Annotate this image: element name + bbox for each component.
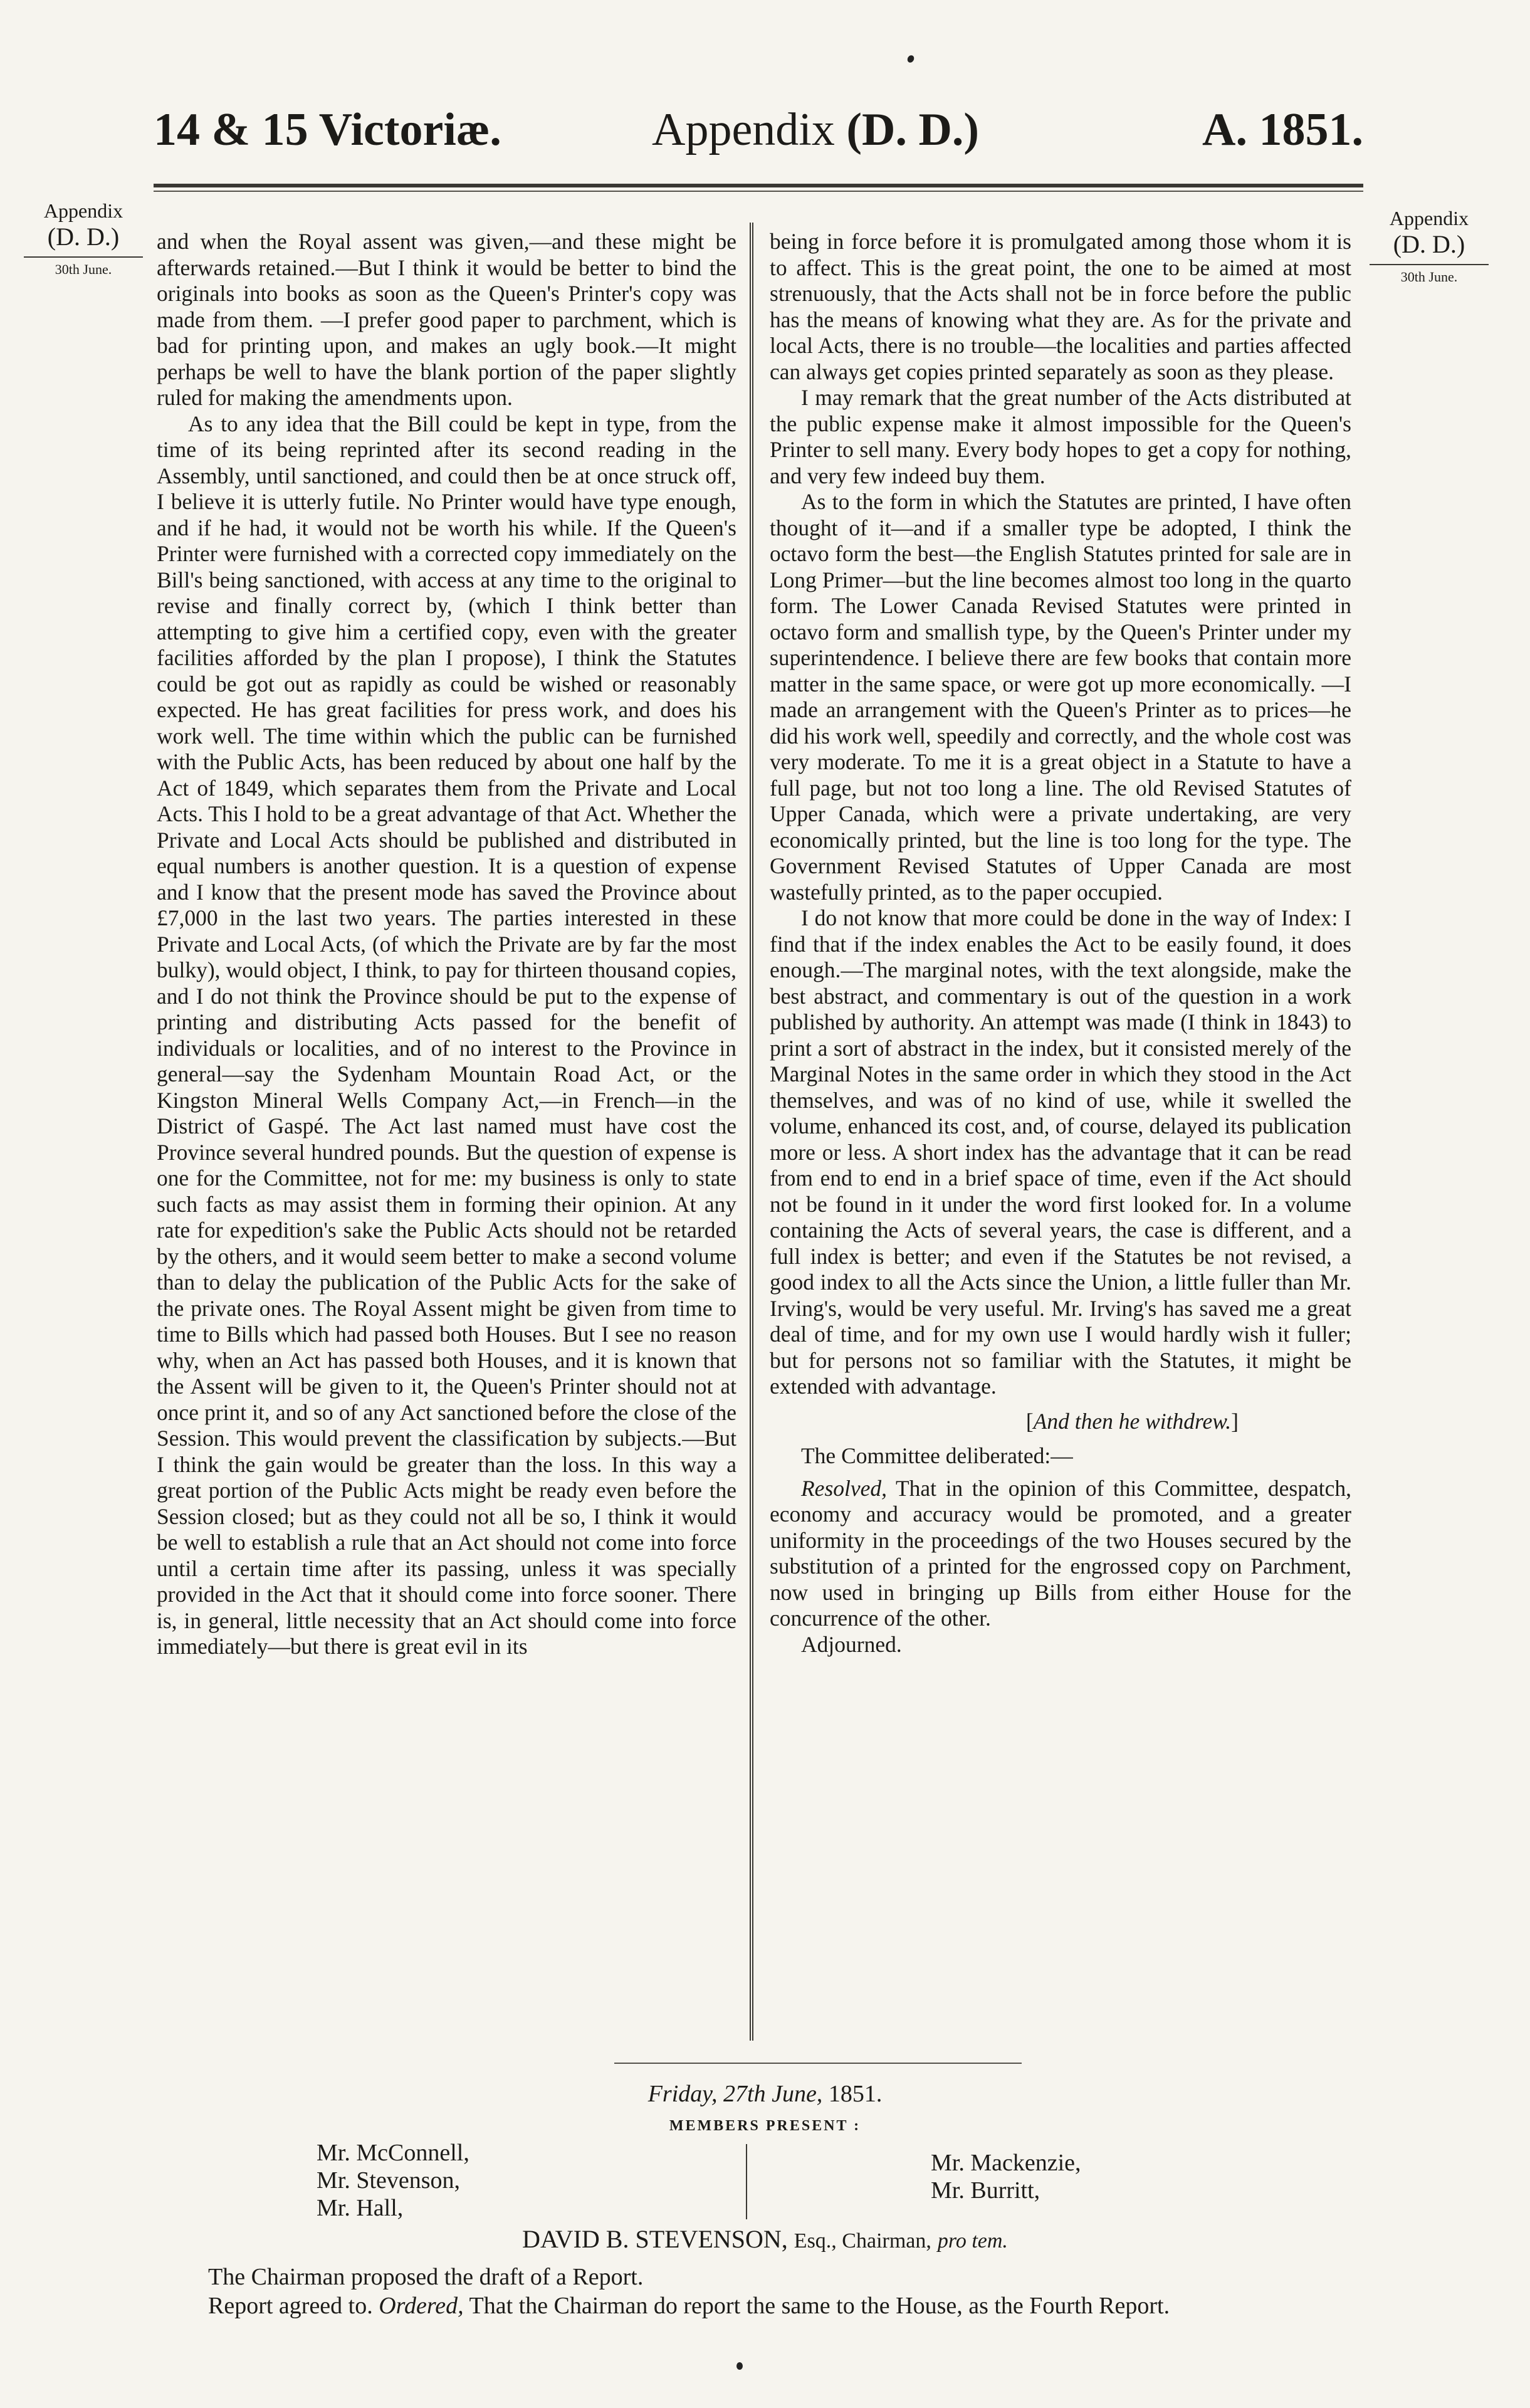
deliberated-line: The Committee deliberated:—: [801, 1443, 1073, 1468]
header-rule: [154, 184, 1363, 187]
chairman-title: Esq., Chairman,: [794, 2229, 931, 2253]
margin-note-left: [24, 199, 143, 277]
header-year: A. 1851.: [1202, 104, 1363, 155]
paragraph: As to any idea that the Bill could be kept in type, from the time of its being reprinted after its second reading in the Assembly, until sanctioned, and could then be at once struck off, I believe it is utterly futile. No Printer would have type enough, and if he had, it would not be worth his while. If the Queen's Printer were furnished with a corrected copy immediately on the Bill's being sanctioned, with access at any time to the original to revise and finally correct by, (which I think better than attempting to give him a certified copy, even with the greater facilities afforded by the plan I propose), I think the Statutes could be got out as rapidly as could be wished or reasonably expected. He has great facilities for press work, and does his work well. The time within which the public can be furnished with the Public Acts, has been reduced by about one half by the Act of 1849, which separates them from the Private and Local Acts. This I hold to be a great advantage of that Act. Whether the Private and Local Acts should be published and distributed in equal numbers is another question. It is a question of expense and I know that the present mode has saved the Province about £7,000 in the last two years. The parties interested in these Private and Local Acts, (of which the Private are by far the most bulky), would object, I think, to pay for thirteen thousand copies, and I do not think the Province should be put to the expense of printing and distributing Acts passed for the benefit of individuals or localities, and of no interest to the Province in general—say the Sydenham Mountain Road Act, or the Kingston Mineral Wells Company Act,—in French—in the District of Gaspé. The Act last named must have cost the Province several hundred pounds. But the question of expense is one for the Committee, not for me: my business is only to state such facts as may assist them in forming their opinion. At any rate for expedition's sake the Public Acts should not be retarded by the others, and it would seem better to make a second volume than to delay the publication of the Public Acts for the sake of the private ones. The Royal Assent might be given from time to time to Bills which had passed both Houses. But I see no reason why, when an Act has passed both Houses, and it is known that the Assent will be given to it, the Queen's Printer should not at once print it, and so of any Act sanctioned before the close of the Session. This would prevent the classification by subjects.—But I think the gain would be greater than the loss. In this way a great portion of the Public Acts might be ready even before the Session closed; but as they could not all be so, I think it would be well to establish a rule that an Act should not come into force until a certain time after its passing, unless it was specially provided in the Act that it should come into force sooner. There is, in general, little necessity that an Act should come into force immediately—but there is great evil in its: [157, 411, 736, 1659]
paragraph: and when the Royal assent was given,—and these might be afterwards retained.—But I think it would be better to bind the originals into books as soon as the Queen's Printer's copy was made from them. —I prefer good paper to parchment, which is bad for printing upon, and makes an ugly book.—It might perhaps be well to have the blank portion of the paper slightly ruled for making the amendments upon.: [157, 229, 736, 410]
meeting-year: 1851.: [828, 2081, 883, 2107]
chairman-line: [0, 2224, 1530, 2254]
member-name: Mr. Stevenson,: [317, 2167, 461, 2194]
ordered-label: Ordered,: [379, 2293, 464, 2319]
margin-note-date: 30th June.: [1400, 268, 1458, 285]
margin-note-rule: [1370, 264, 1489, 265]
members-list-right: [931, 2149, 1081, 2204]
member-name: Mr. Burritt,: [931, 2177, 1040, 2204]
member-name: Mr. McConnell,: [317, 2140, 469, 2166]
paragraph: As to the form in which the Statutes are printed, I have often thought of it—and if a smaller type be adopted, I think the octavo form the best—the English Statutes printed for sale are in Long Primer—but the line becomes almost too long in the quarto form. The Lower Canada Revised Statutes were printed in octavo form and smallish type, by the Queen's Printer under my superintendence. I believe there are few books that contain more matter in the same space, or were got up more economically. —I made an arrangement with the Queen's Printer as to prices—he did his work well, speedily and correctly, and the whole cost was very moderate. To me it is a great object in a Statute to have a full page, but not too long a line. The old Revised Statutes of Upper Canada, which were a private undertaking, are very economically printed, but the line is too long for the type. The Government Revised Statutes of Upper Canada are most wastefully printed, as to the paper occupied.: [770, 489, 1351, 905]
resolved-text: That in the opinion of this Committee, despatch, economy and accuracy would be promoted, and a greater uniformity in the proceedings of the two Houses secured by the substitution of a printed for the engrossed copy on Parchment, now used in bringing up Bills from either House for the concurrence of the other.: [770, 1475, 1351, 1631]
ordered-text: That the Chairman do report the same to the House, as the Fourth Report.: [469, 2293, 1170, 2319]
header-title-code: (D. D.): [846, 104, 980, 155]
header-title-prefix: Appendix: [652, 104, 835, 155]
chairman-name: DAVID B. STEVENSON,: [522, 2225, 788, 2253]
margin-note-title: Appendix: [1389, 207, 1469, 229]
paragraph: I do not know that more could be done in the way of Index: I find that if the index enables the Act to be easily found, it does enough.—The marginal notes, with the text alongside, make the best abstract, and commentary is out of the question in a work published by authority. An attempt was made (I think in 1843) to print a sort of abstract in the index, but it consisted merely of the Marginal Notes in the same order in which they stood in the Act themselves, and was of no kind of use, while it swelled the volume, enhanced its cost, and, of course, delayed its publication more or less. A short index has the advantage that it can be read from end to end in a brief space of time, even if the Act should not be found in it under the word first looked for. In a volume containing the Acts of several years, the case is different, and a full index is better; and even if the Statutes be not revised, a good index to all the Acts since the Union, a little fuller than Mr. Irving's, would be very useful. Mr. Irving's has saved me a great deal of time, and for my own use I would hardly wish it fuller; but for persons not so familiar with the Statutes, it might be extended with advantage.: [770, 905, 1351, 1399]
ink-speck: [736, 2362, 743, 2370]
draft-line: The Chairman proposed the draft of a Report.: [208, 2264, 644, 2290]
members-divider: [746, 2144, 747, 2219]
margin-note-date: 30th June.: [55, 261, 112, 277]
header-title: [652, 104, 980, 155]
meeting-day: Friday, 27th June,: [647, 2081, 823, 2107]
resolution: [770, 1476, 1351, 1632]
margin-note-right: [1370, 207, 1489, 285]
member-name: Mr. Hall,: [317, 2195, 404, 2221]
margin-note-code: (D. D.): [1393, 229, 1465, 258]
meeting-date: [0, 2080, 1530, 2108]
members-list-left: [317, 2139, 469, 2222]
margin-note-title: Appendix: [43, 199, 123, 222]
column-divider: [750, 223, 753, 2041]
paragraph: being in force before it is promulgated among those whom it is to affect. This is the great point, the one to be aimed at most strenuously, that the Acts shall not be in force before the public has the means of knowing what they are. As for the private and local Acts, there is no trouble—the localities and parties affected can always get copies printed separately as soon as they please.: [770, 229, 1351, 384]
section-rule: [614, 2063, 1022, 2064]
header-rule-thin: [154, 191, 1363, 192]
members-heading: MEMBERS PRESENT :: [669, 2118, 861, 2134]
report-agreed-line: [208, 2292, 1170, 2320]
chairman-pro-tem: pro tem.: [937, 2229, 1008, 2253]
left-column: [157, 229, 736, 1660]
header-session: 14 & 15 Victoriæ.: [154, 104, 501, 155]
withdrew-text: And then he withdrew.: [1033, 1408, 1232, 1434]
paragraph: I may remark that the great number of the Acts distributed at the public expense make it almost impossible for the Queen's Printer to sell many. Every body hopes to get a copy for nothing, and very few indeed buy them.: [770, 385, 1351, 488]
right-column: [770, 229, 1351, 1658]
ink-speck: [906, 54, 916, 63]
agreed-prefix: Report agreed to.: [208, 2293, 373, 2319]
resolved-label: Resolved,: [801, 1475, 888, 1501]
member-name: Mr. Mackenzie,: [931, 2150, 1081, 2176]
margin-note-rule: [24, 256, 143, 258]
withdrew-note: [And then he withdrew.]: [1025, 1408, 1239, 1434]
adjourned-line: Adjourned.: [801, 1631, 902, 1657]
margin-note-code: (D. D.): [47, 222, 120, 251]
